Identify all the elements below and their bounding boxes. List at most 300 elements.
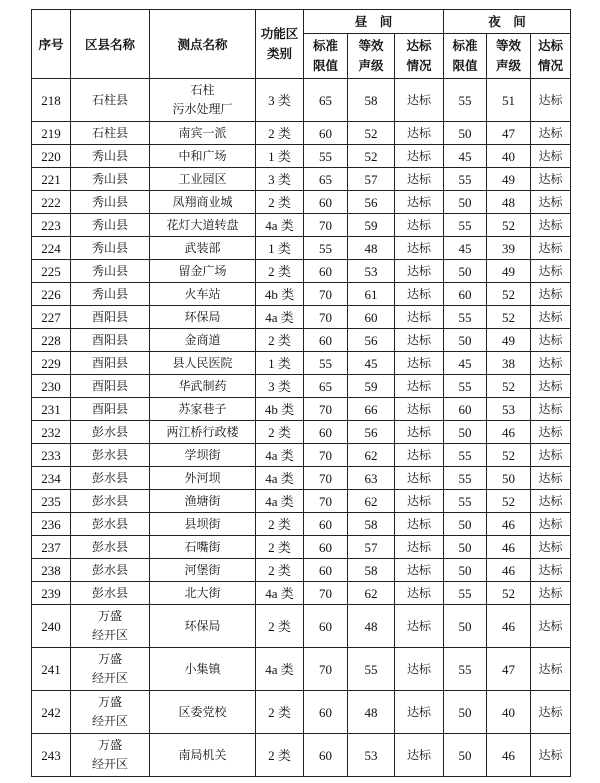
cell-district: 酉阳县: [71, 306, 150, 329]
cell-day-eq: 53: [348, 734, 395, 777]
header-text: 情况: [538, 58, 564, 73]
cell-district: [71, 648, 150, 691]
cell-night-eq: 46: [487, 513, 531, 536]
cell-night-res: 达标: [531, 513, 571, 536]
cell-site-line: 污水处理厂: [172, 102, 233, 116]
cell-night-std: 55: [444, 444, 487, 467]
cell-seq: 222: [32, 191, 71, 214]
cell-day-eq: 52: [348, 145, 395, 168]
cell-day-res: 达标: [395, 122, 444, 145]
cell-site: 中和广场: [150, 145, 256, 168]
table-row: [32, 260, 571, 283]
cell-district: 彭水县: [71, 467, 150, 490]
cell-district-line: 经开区: [91, 757, 128, 771]
cell-day-res: 达标: [395, 168, 444, 191]
cell-night-std: 50: [444, 421, 487, 444]
cell-site: 环保局: [150, 605, 256, 648]
noise-table-container: [31, 9, 571, 777]
cell-seq: 228: [32, 329, 71, 352]
cell-district-line: 万盛: [97, 609, 122, 623]
cell-district: 秀山县: [71, 214, 150, 237]
cell-zone: 2 类: [256, 260, 304, 283]
cell-night-std: 45: [444, 237, 487, 260]
cell-day-std: 55: [304, 352, 348, 375]
cell-day-res: 达标: [395, 191, 444, 214]
cell-night-std: 45: [444, 145, 487, 168]
cell-night-res: 达标: [531, 329, 571, 352]
cell-day-eq: 62: [348, 582, 395, 605]
cell-day-res: 达标: [395, 536, 444, 559]
cell-zone: 2 类: [256, 421, 304, 444]
cell-district-line: 经开区: [91, 628, 128, 642]
cell-day-eq: 62: [348, 444, 395, 467]
cell-day-std: 70: [304, 582, 348, 605]
table-body: [32, 79, 571, 777]
cell-night-res: 达标: [531, 122, 571, 145]
cell-zone: 4a 类: [256, 306, 304, 329]
cell-district: [71, 691, 150, 734]
cell-night-res: 达标: [531, 145, 571, 168]
cell-zone: 3 类: [256, 168, 304, 191]
header-text: 限值: [452, 58, 478, 73]
noise-monitoring-table: [31, 9, 571, 777]
cell-site: 花灯大道转盘: [150, 214, 256, 237]
cell-day-res: 达标: [395, 260, 444, 283]
header-text: 声级: [496, 58, 522, 73]
cell-day-eq: 48: [348, 237, 395, 260]
cell-seq: 225: [32, 260, 71, 283]
cell-day-eq: 56: [348, 421, 395, 444]
cell-day-std: 60: [304, 513, 348, 536]
cell-night-eq: 52: [487, 214, 531, 237]
cell-day-res: 达标: [395, 513, 444, 536]
cell-night-std: 55: [444, 375, 487, 398]
cell-district: 秀山县: [71, 168, 150, 191]
cell-site: 南宾一派: [150, 122, 256, 145]
table-row: [32, 444, 571, 467]
header-row-1: [32, 10, 571, 34]
cell-day-eq: 55: [348, 648, 395, 691]
cell-night-res: 达标: [531, 734, 571, 777]
cell-seq: 224: [32, 237, 71, 260]
cell-day-std: 70: [304, 490, 348, 513]
cell-night-std: 55: [444, 648, 487, 691]
cell-night-std: 55: [444, 168, 487, 191]
cell-night-eq: 46: [487, 559, 531, 582]
cell-night-std: 50: [444, 605, 487, 648]
cell-day-eq: 53: [348, 260, 395, 283]
header-day-eq: [348, 34, 395, 79]
cell-district: 秀山县: [71, 237, 150, 260]
cell-site: 石嘴街: [150, 536, 256, 559]
cell-night-eq: 47: [487, 122, 531, 145]
cell-day-std: 55: [304, 145, 348, 168]
cell-night-std: 50: [444, 122, 487, 145]
table-row: [32, 329, 571, 352]
cell-zone: 3 类: [256, 375, 304, 398]
cell-night-res: 达标: [531, 421, 571, 444]
cell-day-std: 70: [304, 444, 348, 467]
cell-seq: 220: [32, 145, 71, 168]
header-zone-line-2: 类别: [266, 46, 292, 61]
cell-day-res: 达标: [395, 490, 444, 513]
table-row: [32, 605, 571, 648]
cell-seq: 223: [32, 214, 71, 237]
cell-night-res: 达标: [531, 467, 571, 490]
cell-night-eq: 46: [487, 421, 531, 444]
cell-seq: 239: [32, 582, 71, 605]
cell-seq: 229: [32, 352, 71, 375]
cell-night-std: 60: [444, 283, 487, 306]
cell-zone: 2 类: [256, 605, 304, 648]
cell-day-res: 达标: [395, 691, 444, 734]
cell-day-eq: 59: [348, 375, 395, 398]
cell-night-std: 50: [444, 734, 487, 777]
cell-day-eq: 52: [348, 122, 395, 145]
cell-seq: 234: [32, 467, 71, 490]
cell-zone: 2 类: [256, 191, 304, 214]
cell-day-std: 60: [304, 734, 348, 777]
cell-site: 外河坝: [150, 467, 256, 490]
cell-zone: 2 类: [256, 691, 304, 734]
cell-night-std: 50: [444, 260, 487, 283]
cell-district: [71, 734, 150, 777]
cell-seq: 235: [32, 490, 71, 513]
cell-day-std: 60: [304, 536, 348, 559]
cell-site: 华武制药: [150, 375, 256, 398]
cell-district-line: 万盛: [97, 652, 122, 666]
header-text: 等效: [358, 38, 384, 53]
cell-site: 河堡街: [150, 559, 256, 582]
header-text: 声级: [358, 58, 384, 73]
cell-night-res: 达标: [531, 582, 571, 605]
cell-day-res: 达标: [395, 421, 444, 444]
cell-site: 凤翔商业城: [150, 191, 256, 214]
cell-day-std: 60: [304, 191, 348, 214]
cell-night-res: 达标: [531, 398, 571, 421]
cell-day-eq: 58: [348, 513, 395, 536]
cell-zone: 4a 类: [256, 214, 304, 237]
cell-day-eq: 56: [348, 191, 395, 214]
cell-district: 彭水县: [71, 421, 150, 444]
cell-day-eq: 48: [348, 691, 395, 734]
cell-day-res: 达标: [395, 237, 444, 260]
cell-site: 工业园区: [150, 168, 256, 191]
cell-zone: 4a 类: [256, 648, 304, 691]
cell-zone: 1 类: [256, 237, 304, 260]
table-row: [32, 648, 571, 691]
table-row: [32, 734, 571, 777]
cell-zone: 4b 类: [256, 398, 304, 421]
cell-day-std: 60: [304, 260, 348, 283]
cell-day-std: 70: [304, 283, 348, 306]
cell-day-res: 达标: [395, 444, 444, 467]
cell-zone: 4a 类: [256, 490, 304, 513]
cell-night-eq: 40: [487, 691, 531, 734]
cell-seq: 240: [32, 605, 71, 648]
cell-seq: 236: [32, 513, 71, 536]
table-row: [32, 513, 571, 536]
cell-night-eq: 52: [487, 375, 531, 398]
cell-day-eq: 48: [348, 605, 395, 648]
cell-zone: 2 类: [256, 122, 304, 145]
header-night-res: [531, 34, 571, 79]
cell-zone: 4b 类: [256, 283, 304, 306]
cell-night-eq: 48: [487, 191, 531, 214]
cell-district-line: 万盛: [97, 738, 122, 752]
cell-district-line: 万盛: [97, 695, 122, 709]
cell-day-std: 60: [304, 329, 348, 352]
cell-night-res: 达标: [531, 375, 571, 398]
cell-day-std: 70: [304, 306, 348, 329]
cell-day-std: 70: [304, 398, 348, 421]
cell-night-res: 达标: [531, 352, 571, 375]
cell-day-std: 65: [304, 375, 348, 398]
cell-night-std: 50: [444, 536, 487, 559]
cell-night-res: 达标: [531, 444, 571, 467]
header-text: 标准: [452, 38, 478, 53]
cell-day-eq: 60: [348, 306, 395, 329]
cell-district: 酉阳县: [71, 329, 150, 352]
cell-seq: 242: [32, 691, 71, 734]
cell-day-std: 60: [304, 421, 348, 444]
cell-night-eq: 52: [487, 306, 531, 329]
cell-district-line: 经开区: [91, 714, 128, 728]
cell-site: 渔塘街: [150, 490, 256, 513]
cell-zone: 1 类: [256, 145, 304, 168]
cell-seq: 232: [32, 421, 71, 444]
cell-day-std: 70: [304, 214, 348, 237]
table-row: [32, 122, 571, 145]
cell-seq: 241: [32, 648, 71, 691]
cell-night-res: 达标: [531, 536, 571, 559]
cell-zone: 3 类: [256, 79, 304, 122]
cell-night-res: 达标: [531, 648, 571, 691]
cell-site: 区委党校: [150, 691, 256, 734]
cell-district: 石柱县: [71, 122, 150, 145]
cell-day-eq: 66: [348, 398, 395, 421]
cell-seq: 219: [32, 122, 71, 145]
cell-night-eq: 46: [487, 605, 531, 648]
cell-night-eq: 52: [487, 490, 531, 513]
header-text: 标准: [312, 38, 338, 53]
cell-site: 学坝街: [150, 444, 256, 467]
cell-night-res: 达标: [531, 691, 571, 734]
cell-day-res: 达标: [395, 145, 444, 168]
cell-site: 县人民医院: [150, 352, 256, 375]
cell-site: 北大街: [150, 582, 256, 605]
cell-day-res: 达标: [395, 283, 444, 306]
cell-zone: 2 类: [256, 536, 304, 559]
table-row: [32, 283, 571, 306]
cell-site: 火车站: [150, 283, 256, 306]
cell-day-std: 65: [304, 79, 348, 122]
cell-night-res: 达标: [531, 283, 571, 306]
cell-night-eq: 49: [487, 329, 531, 352]
cell-night-eq: 53: [487, 398, 531, 421]
cell-night-std: 55: [444, 467, 487, 490]
cell-site: 县坝街: [150, 513, 256, 536]
cell-night-eq: 52: [487, 444, 531, 467]
cell-night-std: 55: [444, 306, 487, 329]
cell-district: 酉阳县: [71, 352, 150, 375]
cell-night-std: 45: [444, 352, 487, 375]
table-row: [32, 691, 571, 734]
cell-district: [71, 605, 150, 648]
cell-day-res: 达标: [395, 214, 444, 237]
header-day-res: [395, 34, 444, 79]
cell-night-eq: 50: [487, 467, 531, 490]
cell-site: 环保局: [150, 306, 256, 329]
cell-day-res: 达标: [395, 582, 444, 605]
header-night-eq: [487, 34, 531, 79]
header-seq: 序号: [32, 10, 71, 79]
cell-district: 酉阳县: [71, 398, 150, 421]
cell-night-eq: 49: [487, 168, 531, 191]
cell-night-res: 达标: [531, 490, 571, 513]
cell-site: 南局机关: [150, 734, 256, 777]
cell-seq: 221: [32, 168, 71, 191]
table-row: [32, 582, 571, 605]
cell-district: 秀山县: [71, 260, 150, 283]
header-district: 区县名称: [71, 10, 150, 79]
cell-night-std: 50: [444, 329, 487, 352]
cell-zone: 2 类: [256, 329, 304, 352]
header-site: 测点名称: [150, 10, 256, 79]
cell-night-res: 达标: [531, 559, 571, 582]
cell-day-eq: 61: [348, 283, 395, 306]
header-text: 限值: [312, 58, 338, 73]
cell-site: 苏家巷子: [150, 398, 256, 421]
cell-zone: 4a 类: [256, 444, 304, 467]
cell-night-eq: 39: [487, 237, 531, 260]
cell-night-std: 50: [444, 513, 487, 536]
cell-night-eq: 46: [487, 734, 531, 777]
table-row: [32, 191, 571, 214]
cell-night-eq: 52: [487, 582, 531, 605]
cell-day-std: 65: [304, 168, 348, 191]
table-row: [32, 559, 571, 582]
cell-day-res: 达标: [395, 352, 444, 375]
cell-site: [150, 79, 256, 122]
cell-night-res: 达标: [531, 79, 571, 122]
cell-day-res: 达标: [395, 467, 444, 490]
header-text: 等效: [496, 38, 522, 53]
cell-zone: 4a 类: [256, 467, 304, 490]
cell-day-res: 达标: [395, 734, 444, 777]
cell-day-eq: 63: [348, 467, 395, 490]
cell-day-res: 达标: [395, 306, 444, 329]
cell-seq: 231: [32, 398, 71, 421]
cell-day-res: 达标: [395, 398, 444, 421]
cell-district-line: 经开区: [91, 671, 128, 685]
cell-night-eq: 47: [487, 648, 531, 691]
cell-night-std: 50: [444, 691, 487, 734]
cell-day-std: 60: [304, 605, 348, 648]
cell-district: 彭水县: [71, 559, 150, 582]
cell-night-std: 55: [444, 214, 487, 237]
table-row: [32, 237, 571, 260]
cell-day-std: 60: [304, 691, 348, 734]
cell-day-res: 达标: [395, 375, 444, 398]
cell-seq: 243: [32, 734, 71, 777]
cell-zone: 2 类: [256, 513, 304, 536]
cell-night-std: 50: [444, 559, 487, 582]
table-row: [32, 536, 571, 559]
cell-zone: 1 类: [256, 352, 304, 375]
cell-night-std: 55: [444, 79, 487, 122]
cell-site: 小集镇: [150, 648, 256, 691]
cell-day-res: 达标: [395, 648, 444, 691]
table-row: [32, 467, 571, 490]
table-row: [32, 421, 571, 444]
cell-night-eq: 46: [487, 536, 531, 559]
cell-day-res: 达标: [395, 559, 444, 582]
cell-night-std: 55: [444, 490, 487, 513]
header-text: 达标: [406, 38, 432, 53]
header-zone-line-1: 功能区: [260, 26, 299, 41]
cell-zone: 4a 类: [256, 582, 304, 605]
cell-day-std: 60: [304, 122, 348, 145]
cell-district: 彭水县: [71, 444, 150, 467]
header-day: 昼 间: [304, 10, 444, 34]
cell-night-eq: 52: [487, 283, 531, 306]
cell-zone: 2 类: [256, 559, 304, 582]
cell-day-eq: 45: [348, 352, 395, 375]
cell-night-res: 达标: [531, 306, 571, 329]
table-row: [32, 375, 571, 398]
cell-night-res: 达标: [531, 260, 571, 283]
cell-district: 秀山县: [71, 283, 150, 306]
cell-night-eq: 38: [487, 352, 531, 375]
header-night-std: [444, 34, 487, 79]
cell-day-std: 55: [304, 237, 348, 260]
cell-district: 彭水县: [71, 582, 150, 605]
cell-night-eq: 51: [487, 79, 531, 122]
header-day-std: [304, 34, 348, 79]
cell-day-std: 70: [304, 467, 348, 490]
table-row: [32, 214, 571, 237]
header-zone: [256, 10, 304, 79]
cell-district: 彭水县: [71, 536, 150, 559]
cell-site-line: 石柱: [190, 83, 215, 97]
cell-night-eq: 49: [487, 260, 531, 283]
header-night: 夜 间: [444, 10, 571, 34]
table-row: [32, 168, 571, 191]
cell-seq: 218: [32, 79, 71, 122]
cell-seq: 226: [32, 283, 71, 306]
table-row: [32, 398, 571, 421]
cell-day-eq: 56: [348, 329, 395, 352]
cell-night-std: 60: [444, 398, 487, 421]
cell-night-eq: 40: [487, 145, 531, 168]
table-row: [32, 306, 571, 329]
cell-day-eq: 58: [348, 79, 395, 122]
cell-night-res: 达标: [531, 605, 571, 648]
cell-district: 彭水县: [71, 490, 150, 513]
cell-night-res: 达标: [531, 191, 571, 214]
table-row: [32, 352, 571, 375]
cell-district: 石柱县: [71, 79, 150, 122]
cell-site: 两江桥行政楼: [150, 421, 256, 444]
cell-day-eq: 58: [348, 559, 395, 582]
cell-district: 秀山县: [71, 191, 150, 214]
table-row: [32, 490, 571, 513]
cell-district: 彭水县: [71, 513, 150, 536]
cell-night-std: 50: [444, 191, 487, 214]
cell-seq: 233: [32, 444, 71, 467]
cell-day-eq: 57: [348, 168, 395, 191]
